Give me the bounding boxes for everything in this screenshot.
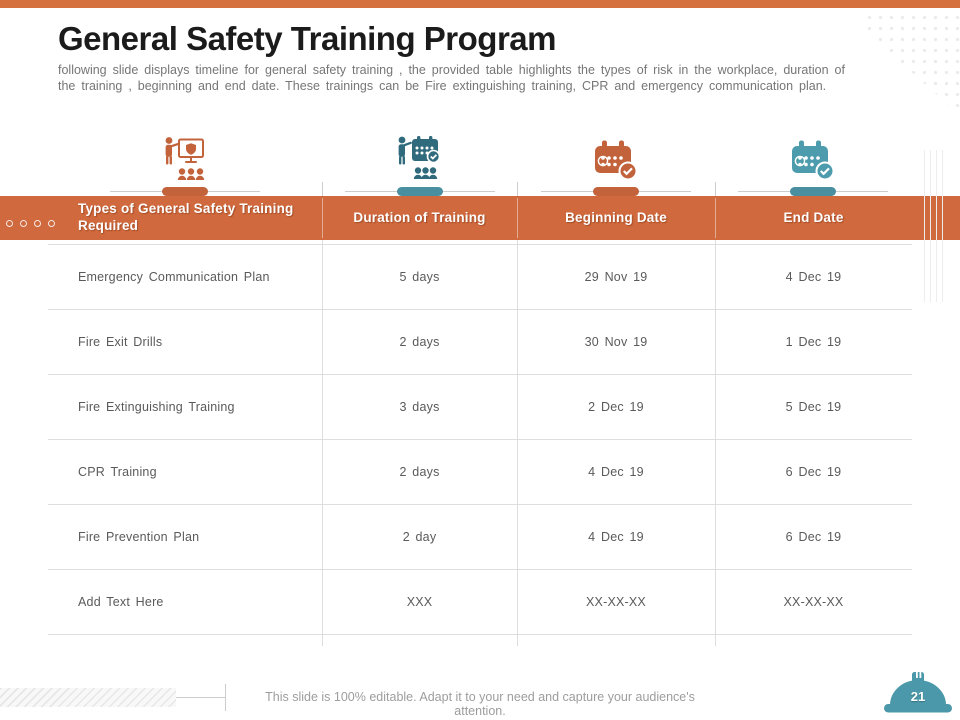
timeline-pill: [593, 187, 639, 196]
page-number: 21: [910, 689, 926, 704]
vertical-line-decoration: [924, 150, 925, 302]
table-cell: 6 Dec 19: [785, 530, 842, 544]
table-body: [48, 244, 912, 635]
calendar-check-icon-orange: [541, 134, 691, 184]
vertical-line-decoration: [930, 150, 931, 302]
column-divider: [715, 240, 716, 646]
footer-tick: [225, 684, 226, 711]
header-cell-end-date: End Date: [783, 209, 844, 225]
header-cell-duration: Duration of Training: [353, 209, 486, 225]
timeline-segment: [345, 187, 495, 196]
table-cell: 2 Dec 19: [588, 400, 644, 414]
ring-icon: [48, 220, 55, 227]
table-row: [48, 570, 912, 635]
timeline-pill: [790, 187, 836, 196]
vertical-line-decoration: [942, 150, 943, 302]
table-cell: 6 Dec 19: [785, 465, 842, 479]
column-marker-types: [110, 134, 260, 196]
column-tick: [715, 182, 716, 196]
table-row: [48, 245, 912, 310]
table-cell: XX-XX-XX: [783, 595, 844, 609]
table-cell: 30 Nov 19: [584, 335, 648, 349]
column-tick: [517, 182, 518, 196]
table-cell: 4 Dec 19: [785, 270, 842, 284]
timeline-pill: [397, 187, 443, 196]
table-header: [0, 196, 960, 240]
table-cell: 4 Dec 19: [588, 530, 644, 544]
safety-presentation-icon: [110, 134, 260, 184]
header-cell-types: Types of General Safety Training Required: [78, 201, 294, 233]
timeline-segment: [738, 187, 888, 196]
table-cell: XX-XX-XX: [586, 595, 646, 609]
table-cell: 29 Nov 19: [584, 270, 648, 284]
dot-grid-decoration: [864, 12, 960, 116]
header-cell-beginning-date: Beginning Date: [565, 209, 667, 225]
table-cell: 2 days: [399, 335, 440, 349]
table-cell: 5 days: [399, 270, 440, 284]
table-cell: Emergency Communication Plan: [78, 270, 270, 284]
table-cell: CPR Training: [78, 465, 157, 479]
table-cell: 3 days: [399, 400, 440, 414]
table-row: [48, 375, 912, 440]
hatch-decoration: [0, 688, 176, 707]
table-cell: 2 days: [399, 465, 440, 479]
table-cell: XXX: [406, 595, 433, 609]
table-row: [48, 310, 912, 375]
table-cell: Fire Prevention Plan: [78, 530, 200, 544]
calendar-check-icon-teal: [738, 134, 888, 184]
hard-hat-icon: [882, 670, 954, 714]
footer-note: This slide is 100% editable. Adapt it to your need and capture your audience's attention.: [265, 690, 695, 718]
table-cell: 5 Dec 19: [785, 400, 842, 414]
column-divider: [517, 240, 518, 646]
timeline-pill: [162, 187, 208, 196]
table-cell: Add Text Here: [78, 595, 164, 609]
page-title: General Safety Training Program: [58, 20, 556, 57]
table-row: [48, 505, 912, 570]
timeline-segment: [541, 187, 691, 196]
table-cell: Fire Exit Drills: [78, 335, 163, 349]
duration-presentation-icon: [345, 134, 495, 184]
ring-icon: [6, 220, 13, 227]
column-marker-duration: [345, 134, 495, 196]
ring-icon: [34, 220, 41, 227]
column-tick: [322, 182, 323, 196]
column-divider: [322, 240, 323, 646]
table-row: [48, 440, 912, 505]
footer-line: [176, 697, 225, 698]
slide-description: following slide displays timeline for general safety training , the provided table highlights the types of risk in the workplace, duration of the training , beginning and end date. These trainings can be Fire extinguishing training, CPR and emergency communication plan.: [58, 63, 845, 93]
table-cell: 4 Dec 19: [588, 465, 644, 479]
vertical-line-decoration: [936, 150, 937, 302]
ring-decoration: [6, 220, 55, 227]
table-cell: 1 Dec 19: [785, 335, 842, 349]
table-cell: 2 day: [402, 530, 437, 544]
top-accent-bar: [0, 0, 960, 8]
ring-icon: [20, 220, 27, 227]
column-marker-end: [738, 134, 888, 196]
column-marker-beginning: [541, 134, 691, 196]
timeline-segment: [110, 187, 260, 196]
table-cell: Fire Extinguishing Training: [78, 400, 235, 414]
